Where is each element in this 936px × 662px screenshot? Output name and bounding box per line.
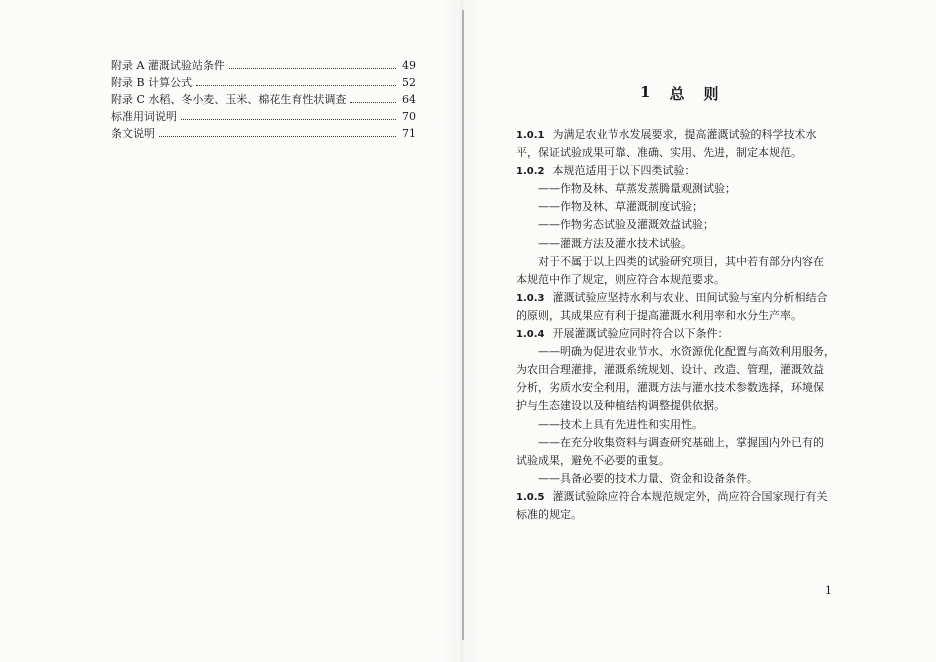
- list-item: ——作物劣态试验及灌溉效益试验；: [538, 218, 714, 232]
- toc-entry-label: 附录 C 水稻、冬小麦、玉米、棉花生育性状调查: [111, 93, 347, 106]
- chapter-body: [516, 126, 848, 524]
- clause-number: 1.0.5: [516, 491, 545, 503]
- clause-text: 灌溉试验除应符合本规范规定外，尚应符合国家现行有关: [552, 489, 828, 503]
- clause-text: 标准的规定。: [516, 507, 582, 521]
- toc-leader-dots: [350, 102, 396, 103]
- clause-text: 对于不属于以上四类的试验研究项目，其中若有部分内容在: [538, 254, 824, 268]
- chapter-number: 1: [640, 83, 652, 101]
- clause-text: 本规范适用于以下四类试验：: [552, 164, 696, 178]
- clause-number: 1.0.3: [516, 292, 545, 304]
- clause-text: 的原则，其成果应有利于提高灌溉水利用率和水分生产率。: [516, 308, 802, 322]
- list-item-continued: 分析，劣质水安全利用，灌溉方法与灌水技术参数选择，环境保: [516, 381, 824, 395]
- toc-leader-dots: [181, 119, 396, 120]
- toc-entry-appendix-b[interactable]: [111, 74, 416, 91]
- list-item: ——作物及林、草蒸发蒸腾量观测试验；: [538, 182, 736, 196]
- clause-number: 1.0.4: [516, 329, 545, 341]
- toc-entry-label: 标准用词说明: [111, 110, 177, 123]
- chapter-title-char-2: 则: [703, 85, 720, 103]
- toc-leader-dots: [229, 68, 396, 69]
- clause-1-0-3: [516, 289, 848, 325]
- clause-1-0-5: [516, 488, 848, 524]
- clause-1-0-4: [516, 325, 848, 488]
- list-item: ——技术上具有先进性和实用性。: [538, 417, 703, 431]
- toc-entry-page: 71: [402, 127, 416, 140]
- clause-text: 平，保证试验成果可靠、准确、实用、先进，制定本规范。: [516, 146, 802, 160]
- toc-leader-dots: [196, 85, 396, 86]
- list-item: ——灌溉方法及灌水技术试验。: [538, 236, 692, 250]
- book-spine-divider: [462, 10, 464, 640]
- table-of-contents: [111, 57, 416, 142]
- list-item: ——具备必要的技术力量、资金和设备条件。: [538, 471, 758, 485]
- toc-leader-dots: [159, 136, 396, 137]
- toc-entry-page: 49: [402, 59, 416, 72]
- list-item-continued: 为农田合理灌排，灌溉系统规划、设计、改造、管理，灌溉效益: [516, 363, 824, 377]
- list-item-continued: 试验成果，避免不必要的重复。: [516, 453, 670, 467]
- page-number: 1: [825, 584, 832, 597]
- toc-entry-standard-terms[interactable]: [111, 108, 416, 125]
- clause-number: 1.0.1: [516, 130, 545, 141]
- toc-entry-appendix-a[interactable]: [111, 57, 416, 74]
- list-item: ——作物及林、草灌溉制度试验；: [538, 200, 703, 214]
- chapter-title-char-1: 总: [669, 85, 686, 103]
- list-item: ——明确为促进农业节水、水资源优化配置与高效利用服务，: [538, 345, 835, 359]
- list-item-continued: 护与生态建设以及种植结构调整提供依据。: [516, 399, 725, 413]
- clause-1-0-2: [516, 162, 848, 289]
- clause-text: 为满足农业节水发展要求，提高灌溉试验的科学技术水: [552, 128, 817, 141]
- clause-text: 灌溉试验应坚持水利与农业、田间试验与室内分析相结合: [552, 290, 828, 304]
- toc-entry-label: 条文说明: [111, 127, 155, 140]
- clause-number: 1.0.2: [516, 166, 545, 178]
- clause-text: 开展灌溉试验应同时符合以下条件：: [552, 327, 729, 341]
- toc-entry-clause-notes[interactable]: [111, 125, 416, 142]
- toc-entry-page: 52: [402, 76, 416, 89]
- toc-entry-label: 附录 B 计算公式: [111, 76, 193, 89]
- clause-text: 本规范中作了规定，则应符合本规范要求。: [516, 272, 725, 286]
- toc-entry-appendix-c[interactable]: [111, 91, 416, 108]
- list-item: ——在充分收集资料与调查研究基础上，掌握国内外已有的: [538, 435, 824, 449]
- chapter-title: [640, 83, 750, 104]
- toc-entry-page: 70: [402, 110, 416, 123]
- toc-entry-label: 附录 A 灌溉试验站条件: [111, 59, 225, 72]
- toc-entry-page: 64: [402, 93, 416, 106]
- clause-1-0-1: [516, 126, 848, 162]
